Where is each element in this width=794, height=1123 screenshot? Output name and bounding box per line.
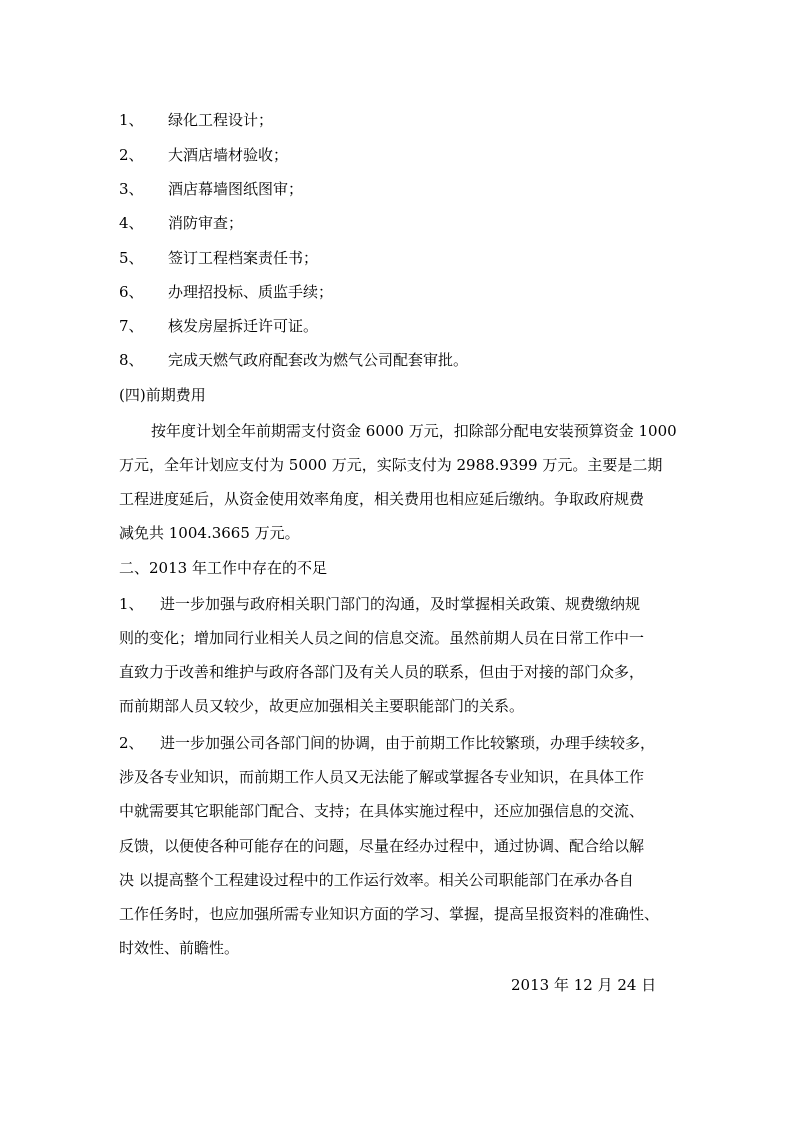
list-number: 8、 <box>119 351 144 369</box>
paragraph-line: 工程进度延后，从资金使用效率角度，相关费用也相应延后缴纳。争取政府规费 <box>119 490 645 508</box>
list-number: 7、 <box>119 317 144 335</box>
list-number: 1、 <box>119 595 144 613</box>
paragraph-line: 减免共 1004.3665 万元。 <box>119 524 300 542</box>
section-heading: 二、2013 年工作中存在的不足 <box>119 559 327 577</box>
paragraph-line: 中就需要其它职能部门配合、支持；在具体实施过程中，还应加强信息的交流、 <box>119 802 645 820</box>
list-number: 2、 <box>119 146 144 164</box>
list-number: 1、 <box>119 111 144 129</box>
paragraph-line: 时效性、前瞻性。 <box>119 939 240 957</box>
paragraph-line: 决 以提高整个工程建设过程中的工作运行效率。相关公司职能部门在承办各自 <box>119 871 634 889</box>
paragraph-line: 则的变化；增加同行业相关人员之间的信息交流。虽然前期人员在日常工作中一 <box>119 629 645 647</box>
paragraph-line: 直致力于改善和维护与政府各部门及有关人员的联系，但由于对接的部门众多， <box>119 663 645 681</box>
list-number: 5、 <box>119 249 144 267</box>
list-text: 办理招投标、质监手续； <box>168 283 334 301</box>
document-date: 2013 年 12 月 24 日 <box>511 976 657 994</box>
paragraph-line: 万元，全年计划应支付为 5000 万元，实际支付为 2988.9399 万元。主要是二期 <box>119 456 663 474</box>
list-number: 3、 <box>119 180 144 198</box>
paragraph-line: 反馈，以便使各种可能存在的问题，尽量在经办过程中，通过协调、配合给以解 <box>119 837 645 855</box>
list-text: 消防审查； <box>168 214 244 232</box>
paragraph-line: 而前期部人员又较少，故更应加强相关主要职能部门的关系。 <box>119 697 525 715</box>
list-text: 核发房屋拆迁许可证。 <box>168 317 319 335</box>
paragraph-line: 涉及各专业知识，而前期工作人员又无法能了解或掌握各专业知识，在具体工作 <box>119 768 645 786</box>
list-text: 完成天燃气政府配套改为燃气公司配套审批。 <box>168 351 469 369</box>
list-number: 4、 <box>119 214 144 232</box>
paragraph-line: 进一步加强公司各部门间的协调，由于前期工作比较繁琐，办理手续较多， <box>160 734 656 752</box>
paragraph-line: 工作任务时，也应加强所需专业知识方面的学习、掌握，提高呈报资料的准确性、 <box>119 905 660 923</box>
list-text: 酒店幕墙图纸图审； <box>168 180 304 198</box>
paragraph-line: 进一步加强与政府相关职门部门的沟通，及时掌握相关政策、规费缴纳规 <box>160 595 641 613</box>
section-heading: (四)前期费用 <box>119 386 206 404</box>
list-text: 大酒店墙材验收； <box>168 146 289 164</box>
list-text: 绿化工程设计； <box>168 111 274 129</box>
list-text: 签订工程档案责任书； <box>168 249 319 267</box>
list-number: 6、 <box>119 283 144 301</box>
list-number: 2、 <box>119 734 144 752</box>
paragraph-line: 按年度计划全年前期需支付资金 6000 万元，扣除部分配电安装预算资金 1000 <box>151 422 677 440</box>
